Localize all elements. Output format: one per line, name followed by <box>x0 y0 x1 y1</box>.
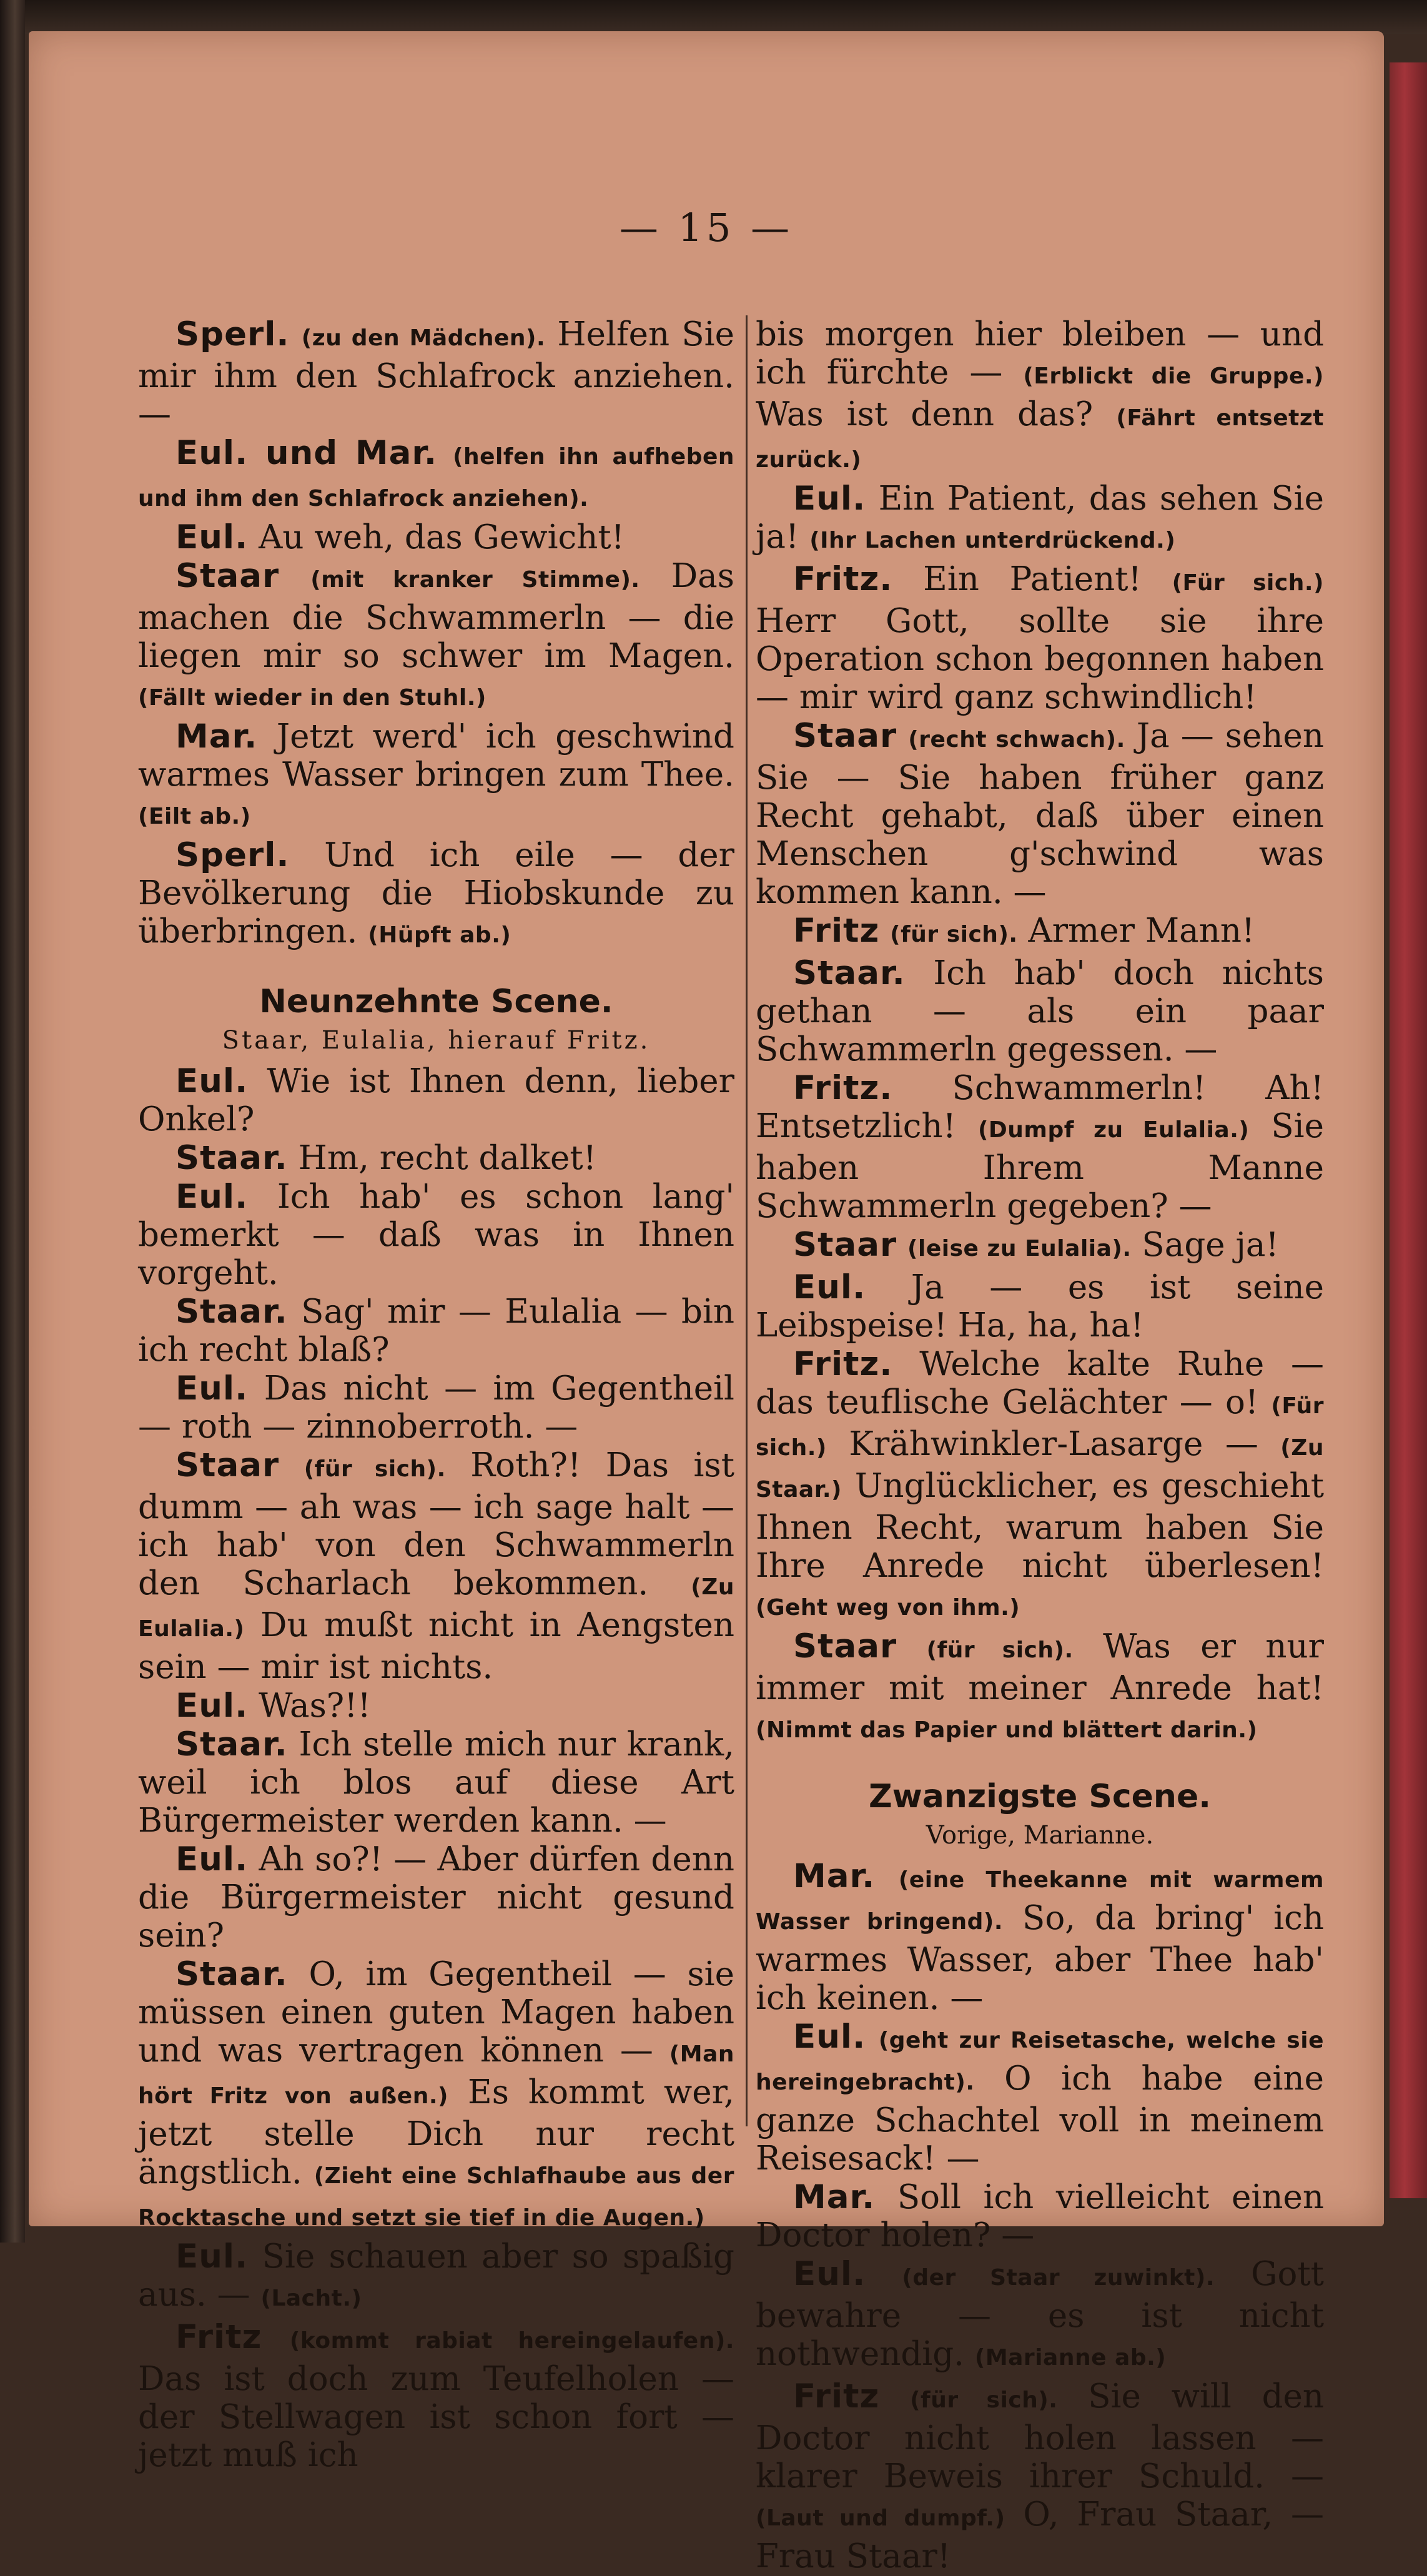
dialogue: Ich hab' es schon lang' bemerkt — daß was in Ihnen vorgeht. <box>138 1178 734 1292</box>
paragraph <box>756 2178 1324 2254</box>
stage-direction: (zu den Mädchen). <box>301 325 546 351</box>
paragraph <box>138 1687 734 1725</box>
dialogue: Hm, recht dalket! <box>298 1139 597 1177</box>
dialogue: Roth?! Das ist dumm — ah was — ich sage halt — ich hab' von den Schwammerln den Scharlach bekommen. <box>138 1446 734 1602</box>
speaker: Staar. <box>175 1139 288 1177</box>
paragraph <box>138 1369 734 1446</box>
dialogue: Ja — es ist seine Leibspeise! Ha, ha, ha! <box>756 1268 1324 1345</box>
paragraph <box>138 1139 734 1177</box>
speaker: Staar <box>793 1627 897 1666</box>
scene-heading: Zwanzigste Scene. <box>869 1778 1211 1815</box>
page-edge-red <box>1390 62 1427 2198</box>
paragraph <box>756 2377 1324 2575</box>
paragraph <box>138 434 734 518</box>
paragraph <box>756 2255 1324 2377</box>
speaker: Staar <box>175 1446 280 1484</box>
paragraph <box>138 1446 734 1686</box>
paragraph <box>138 557 734 717</box>
dialogue: Armer Mann! <box>1028 912 1255 950</box>
stage-direction: (Dumpf zu Eulalia.) <box>977 1117 1250 1143</box>
paragraph <box>756 2018 1324 2178</box>
book-top-edge <box>25 0 1427 34</box>
speaker: Staar. <box>175 1293 288 1331</box>
paragraph <box>756 1857 1324 2017</box>
speaker: Fritz. <box>793 560 893 598</box>
speaker: Fritz. <box>793 1345 893 1383</box>
left-column <box>138 315 734 2475</box>
stage-direction: (Laut und dumpf.) <box>756 2505 1005 2531</box>
speaker: Staar. <box>175 1725 288 1764</box>
dialogue: Wie ist Ihnen denn, lieber Onkel? <box>138 1062 734 1138</box>
speaker: Sperl. <box>175 836 290 874</box>
paragraph <box>756 1069 1324 1225</box>
paragraph <box>138 1178 734 1292</box>
stage-direction: (der Staar zuwinkt). <box>902 2265 1215 2291</box>
dialogue: Sag' mir — Eulalia — bin ich recht blaß? <box>138 1293 734 1369</box>
speaker: Eul. <box>793 480 866 518</box>
stage-direction: (für sich). <box>926 1637 1074 1663</box>
paragraph <box>756 717 1324 911</box>
speaker: Eul. <box>175 1178 249 1216</box>
stage-direction: (für sich). <box>304 1456 446 1482</box>
dialogue: Du mußt nicht in Aengsten sein — mir ist nichts. <box>138 1606 735 1686</box>
dialogue: Ja — sehen Sie — Sie haben früher ganz Recht gehabt, daß über einen Menschen g'schwind was kommen kann. — <box>756 717 1324 911</box>
dialogue: Ich hab' doch nichts gethan — als ein paar Schwammerln gegessen. — <box>756 954 1324 1068</box>
paragraph <box>138 315 734 433</box>
paragraph <box>756 1345 1324 1627</box>
speaker: Eul. und Mar. <box>175 434 438 472</box>
paragraph <box>756 315 1324 479</box>
dialogue: Es kommt wer, jetzt stelle Dich nur recht ängstlich. <box>138 2073 734 2191</box>
paragraph <box>138 518 734 556</box>
dialogue: Sie will den Doctor nicht holen lassen — klarer Beweis ihrer Schuld. — <box>756 2377 1325 2495</box>
dialogue: Au weh, das Gewicht! <box>259 518 625 556</box>
speaker: Staar <box>793 1226 897 1264</box>
speaker: Eul. <box>175 2238 249 2276</box>
book-spine <box>0 0 25 2243</box>
speaker: Staar <box>793 717 897 755</box>
paragraph <box>756 560 1324 716</box>
paragraph <box>138 1293 734 1369</box>
dialogue: Ein Patient! <box>923 560 1142 598</box>
stage-direction: (Zu Eulalia.) <box>138 1574 734 1642</box>
stage-direction: (Man hört Fritz von außen.) <box>138 2041 734 2109</box>
scene-cast: Vorige, Marianne. <box>926 1821 1154 1850</box>
stage-direction: (Hüpft ab.) <box>368 922 511 948</box>
stage-direction: (helfen ihn aufheben und ihm den Schlafrock anziehen). <box>138 444 735 511</box>
dialogue: Ich stelle mich nur krank, weil ich blos auf diese Art Bürgermeister werden kann. — <box>138 1725 734 1840</box>
scene-heading: Neunzehnte Scene. <box>259 983 613 1020</box>
stage-direction: (Für sich.) <box>756 1393 1324 1461</box>
stage-direction: (recht schwach). <box>908 727 1125 753</box>
paragraph <box>756 912 1324 954</box>
dialogue: Sage ja! <box>1142 1226 1279 1264</box>
dialogue: Herr Gott, sollte sie ihre Operation schon begonnen haben — mir wird ganz schwindlich! <box>756 602 1324 716</box>
stage-direction: (Erblickt die Gruppe.) <box>1023 363 1324 389</box>
dialogue: Welche kalte Ruhe — das teuflische Gelächter — o! <box>756 1345 1324 1421</box>
stage-direction: (Lacht.) <box>260 2286 362 2311</box>
speaker: Fritz <box>793 2377 880 2416</box>
paragraph <box>138 1062 734 1138</box>
dialogue: Und ich eile — der Bevölkerung die Hiobskunde zu überbringen. <box>138 836 734 950</box>
dialogue: bis morgen hier bleiben — und ich fürchte — <box>756 315 1324 392</box>
dialogue: Sie schauen aber so spaßig aus. — <box>138 2238 734 2314</box>
stage-direction: (für sich). <box>910 2387 1058 2413</box>
paragraph <box>138 2318 734 2474</box>
speaker: Staar. <box>793 954 906 992</box>
dialogue: Sie haben Ihrem Manne Schwammerln gegeben? — <box>756 1107 1324 1225</box>
dialogue: Was?!! <box>259 1687 371 1725</box>
dialogue: O ich habe eine ganze Schachtel voll in meinem Reisesack! — <box>756 2060 1324 2178</box>
paragraph <box>756 480 1324 560</box>
speaker: Mar. <box>793 1857 876 1895</box>
speaker: Mar. <box>175 718 258 756</box>
dialogue: Helfen Sie mir ihm den Schlafrock anziehen. — <box>138 315 734 433</box>
paragraph <box>138 1725 734 1840</box>
speaker: Fritz <box>793 912 880 950</box>
speaker: Mar. <box>793 2178 876 2216</box>
stage-direction: (für sich). <box>890 922 1018 947</box>
dialogue: Soll ich vielleicht einen Doctor holen? — <box>756 2178 1324 2254</box>
speaker: Staar. <box>175 1955 288 1993</box>
speaker: Eul. <box>793 2018 866 2056</box>
speaker: Eul. <box>793 2255 866 2293</box>
dialogue: O, Frau Staar, — Frau Staar! <box>756 2495 1324 2575</box>
dialogue: Jetzt werd' ich geschwind warmes Wasser bringen zum Thee. <box>138 718 734 794</box>
stage-direction: (Für sich.) <box>1172 570 1324 596</box>
stage-direction: (Geht weg von ihm.) <box>756 1595 1020 1621</box>
paragraph <box>138 2238 734 2317</box>
stage-direction: (geht zur Reisetasche, welche sie hereingebracht). <box>756 2028 1324 2095</box>
paragraph <box>756 1627 1324 1749</box>
dialogue: O, im Gegentheil — sie müssen einen guten Magen haben und was vertragen können — <box>138 1955 734 2070</box>
stage-direction: (kommt rabiat hereingelaufen). <box>289 2328 734 2354</box>
dialogue: Was ist denn das? <box>756 395 1094 433</box>
speaker: Sperl. <box>175 315 290 353</box>
speaker: Fritz <box>175 2318 262 2356</box>
dialogue: Unglücklicher, es geschieht Ihnen Recht, warum haben Sie Ihre Anrede nicht überlesen! <box>756 1467 1324 1585</box>
page-number: — 15 — <box>619 205 794 250</box>
dialogue: Ein Patient, das sehen Sie ja! <box>756 480 1324 556</box>
paragraph <box>138 1840 734 1955</box>
speaker: Eul. <box>175 1840 249 1878</box>
speaker: Eul. <box>175 518 249 556</box>
paragraph <box>756 954 1324 1068</box>
stage-direction: (eine Theekanne mit warmem Wasser bringend). <box>756 1867 1324 1935</box>
paragraph <box>138 718 734 836</box>
dialogue: Gott bewahre — es ist nicht nothwendig. <box>756 2255 1324 2373</box>
stage-direction: (Ihr Lachen unterdrückend.) <box>809 528 1176 553</box>
stage-direction: (Marianne ab.) <box>974 2345 1167 2371</box>
scene-cast: Staar, Eulalia, hierauf Fritz. <box>222 1026 651 1055</box>
dialogue: Was er nur immer mit meiner Anrede hat! <box>756 1627 1324 1707</box>
stage-direction: (Nimmt das Papier und blättert darin.) <box>756 1717 1258 1743</box>
dialogue: Ah so?! — Aber dürfen denn die Bürgermeister nicht gesund sein? <box>138 1840 734 1955</box>
stage-direction: (Fällt wieder in den Stuhl.) <box>138 685 486 711</box>
dialogue: Das nicht — im Gegentheil — roth — zinnoberroth. — <box>138 1369 734 1446</box>
paragraph <box>138 836 734 954</box>
dialogue: Das machen die Schwammerln — die liegen mir so schwer im Magen. <box>138 557 734 675</box>
paragraph <box>756 1268 1324 1345</box>
dialogue: So, da bring' ich warmes Wasser, aber Thee hab' ich keinen. — <box>756 1899 1325 2017</box>
right-column <box>756 315 1324 2576</box>
stage-direction: (leise zu Eulalia). <box>907 1236 1132 1261</box>
stage-direction: (Zieht eine Schlafhaube aus der Rocktasche und setzt sie tief in die Augen.) <box>138 2163 734 2231</box>
dialogue: Schwammerln! Ah! Entsetzlich! <box>756 1069 1324 1145</box>
column-divider <box>746 315 748 2126</box>
paragraph <box>138 1955 734 2237</box>
stage-direction: (Zu Staar.) <box>756 1435 1324 1503</box>
speaker: Fritz. <box>793 1069 893 1107</box>
speaker: Eul. <box>175 1062 249 1100</box>
speaker: Eul. <box>793 1268 866 1306</box>
dialogue: Das ist doch zum Teufelholen — der Stellwagen ist schon fort — jetzt muß ich <box>138 2360 734 2474</box>
paragraph <box>756 1226 1324 1268</box>
stage-direction: (Eilt ab.) <box>138 804 251 829</box>
speaker: Eul. <box>175 1369 249 1408</box>
book-page <box>29 31 1384 2575</box>
stage-direction: (Fährt entsetzt zurück.) <box>756 405 1324 473</box>
speaker: Eul. <box>175 1687 249 1725</box>
stage-direction: (mit kranker Stimme). <box>310 567 640 593</box>
speaker: Staar <box>175 557 280 595</box>
dialogue: Krähwinkler-Lasarge — <box>849 1425 1258 1463</box>
